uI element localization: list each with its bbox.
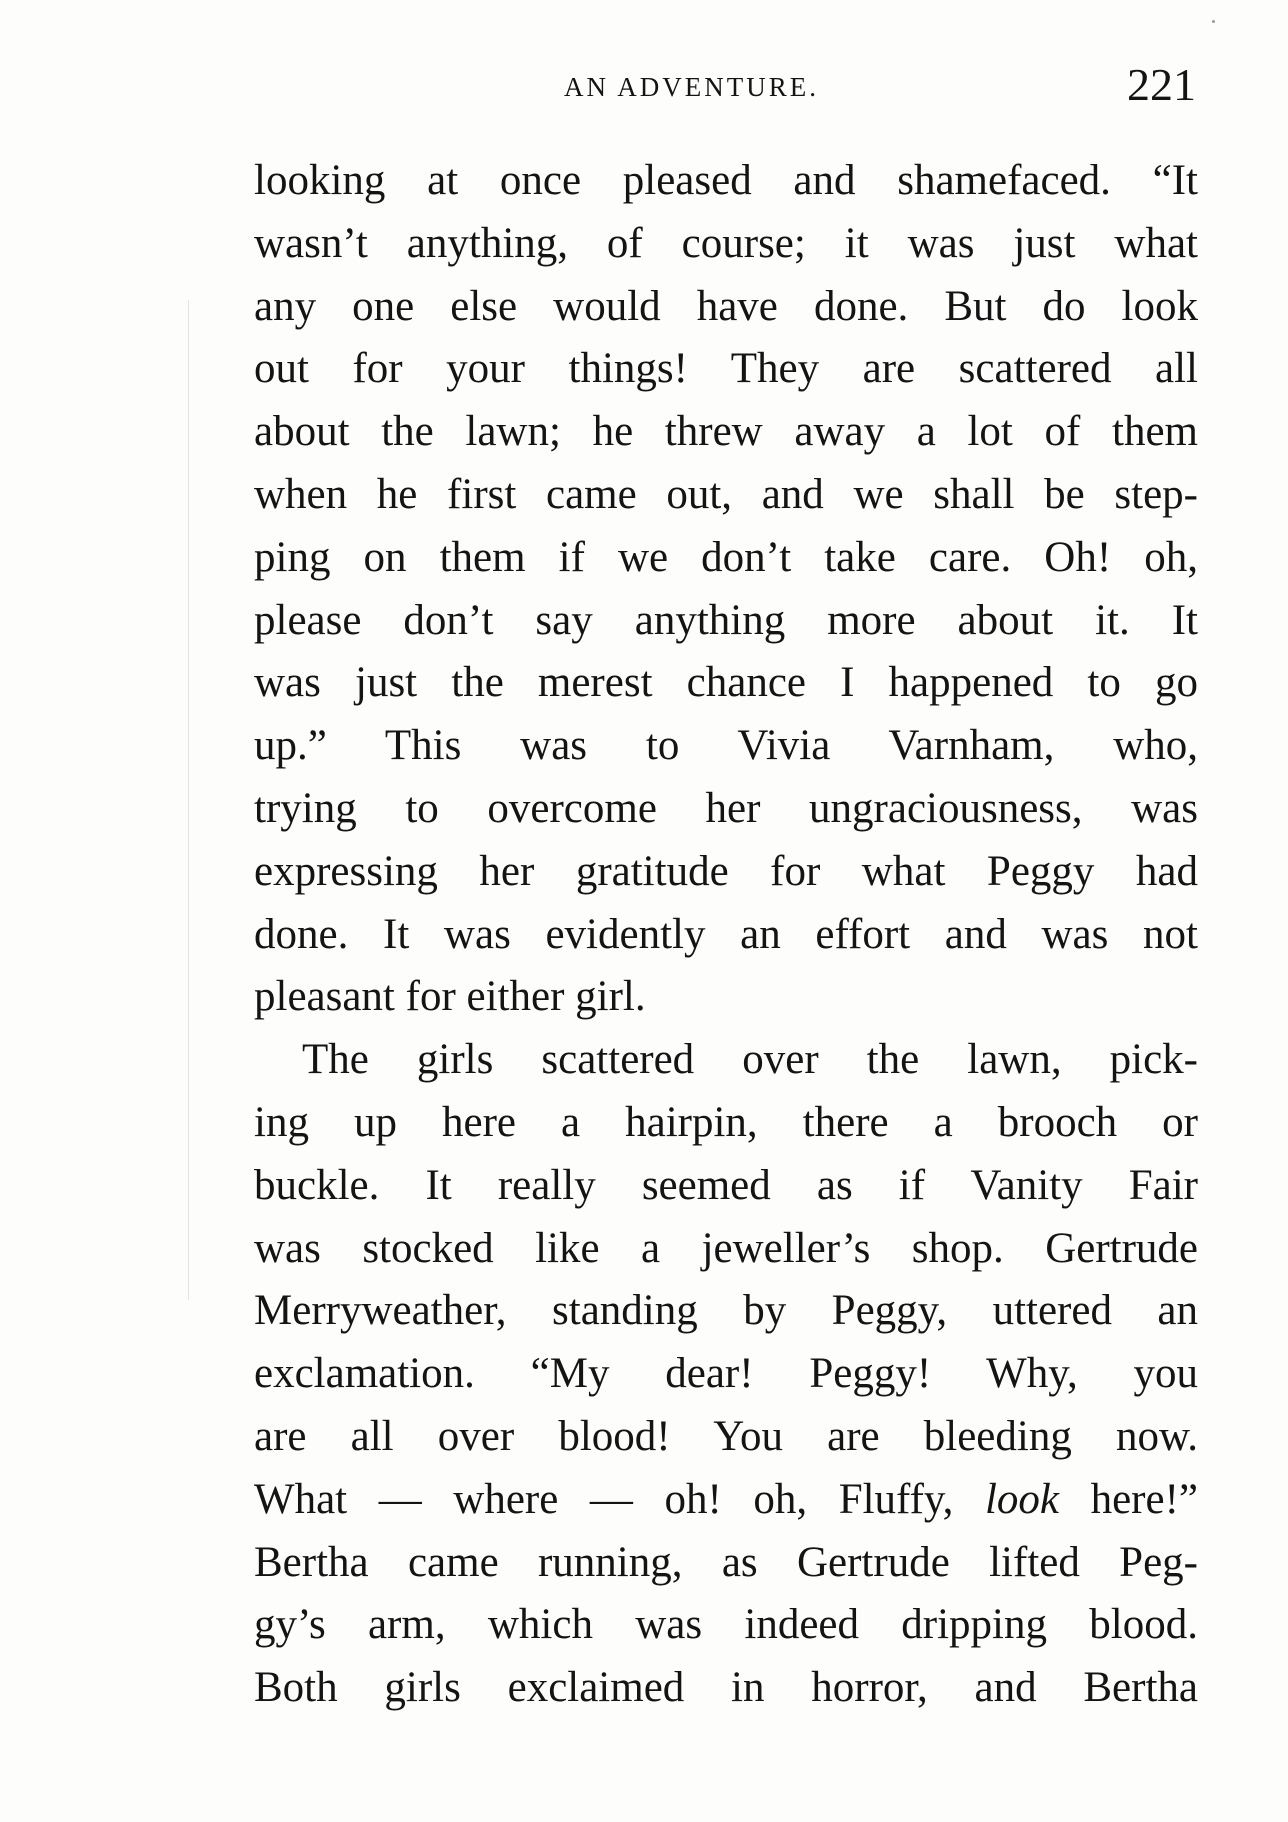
- text-line: ing up here a hairpin, there a brooch or: [254, 1098, 1198, 1146]
- text-line: Both girls exclaimed in horror, and Bertha: [254, 1664, 1198, 1712]
- text-line: gy’s arm, which was indeed dripping blood.: [254, 1601, 1198, 1649]
- text-line: buckle. It really seemed as if Vanity Fair: [254, 1161, 1198, 1209]
- text-line: Merryweather, standing by Peggy, uttered an: [254, 1287, 1198, 1335]
- running-title: AN ADVENTURE.: [564, 72, 819, 102]
- text-line: out for your things! They are scattered all: [254, 345, 1198, 393]
- text-line: done. It was evidently an effort and was not: [254, 910, 1198, 958]
- text-line-with-emphasis: [254, 1469, 1198, 1532]
- text-line: are all over blood! You are bleeding now.: [254, 1412, 1198, 1460]
- text-line: wasn’t anything, of course; it was just what: [254, 219, 1198, 267]
- text-line: ping on them if we don’t take care. Oh! oh,: [254, 533, 1198, 581]
- text-line: about the lawn; he threw away a lot of them: [254, 408, 1198, 456]
- text-line: was just the merest chance I happened to go: [254, 659, 1198, 707]
- gutter-shadow: [188, 300, 189, 1300]
- body-text: [254, 150, 1198, 1720]
- speck-mark: [1212, 20, 1215, 23]
- text-line: expressing her gratitude for what Peggy had: [254, 847, 1198, 895]
- text-line: looking at once pleased and shamefaced. “It: [254, 157, 1198, 204]
- text-line: was stocked like a jeweller’s shop. Gertrude: [254, 1224, 1198, 1272]
- paragraph-1: [254, 150, 1198, 1029]
- line-text-after: here!”: [1090, 1475, 1198, 1523]
- page-number: 221: [1127, 59, 1196, 110]
- text-line: trying to overcome her ungraciousness, was: [254, 784, 1198, 832]
- text-line: when he first came out, and we shall be step-: [254, 470, 1198, 518]
- text-line: pleasant for either girl.: [254, 973, 646, 1021]
- paragraph-2: [254, 1029, 1198, 1720]
- text-line: Bertha came running, as Gertrude lifted Peg-: [254, 1538, 1198, 1586]
- running-header: [254, 58, 1198, 118]
- text-line: The girls scattered over the lawn, pick-: [302, 1036, 1198, 1084]
- line-text-before: What — where — oh! oh, Fluffy,: [254, 1475, 954, 1523]
- text-line: exclamation. “My dear! Peggy! Why, you: [254, 1350, 1198, 1398]
- text-line: up.” This was to Vivia Varnham, who,: [254, 722, 1198, 770]
- emphasized-word: look: [984, 1475, 1060, 1523]
- text-line: please don’t say anything more about it. It: [254, 596, 1198, 644]
- text-line: any one else would have done. But do look: [254, 282, 1198, 330]
